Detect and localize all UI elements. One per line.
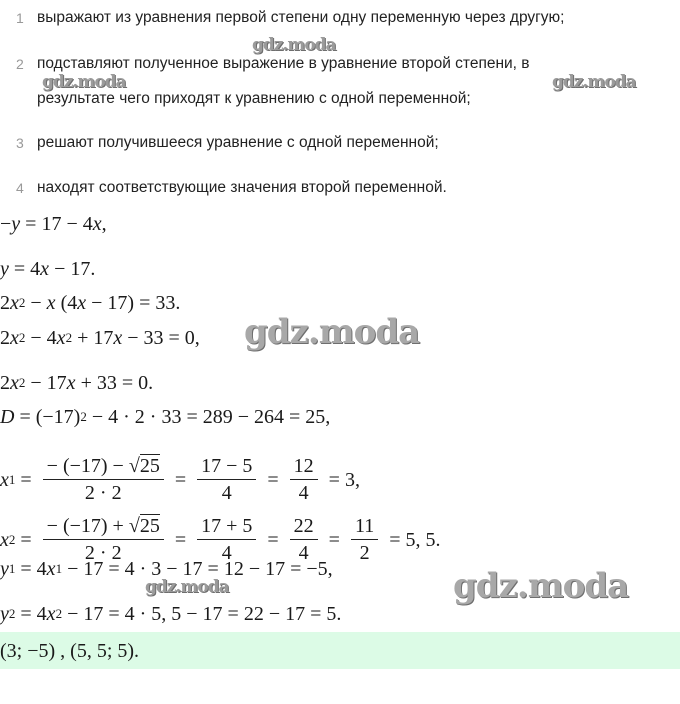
- answer-text: (3; −5) , (5, 5; 5).: [0, 639, 140, 662]
- variable: x: [46, 291, 56, 314]
- math-text: −: [0, 212, 12, 235]
- radicand: 25: [139, 515, 160, 537]
- variable: y: [0, 557, 9, 580]
- math-text: − 17: [25, 371, 67, 394]
- step-number: 4: [16, 180, 24, 196]
- numerator: [43, 514, 164, 540]
- variable: x: [56, 326, 66, 349]
- numerator-text: − (−17) +: [46, 515, 129, 537]
- math-text: =: [262, 528, 284, 551]
- math-text: = 17 − 4: [20, 212, 93, 235]
- math-text: =: [15, 468, 37, 491]
- variable: x: [46, 557, 56, 580]
- step-text: решают получившееся уравнение с одной переменной;: [37, 134, 439, 151]
- numerator-text: 17 − 5: [201, 455, 253, 477]
- denominator: 4: [298, 482, 309, 504]
- math-text: − 4: [25, 326, 57, 349]
- math-line: y 2 = 4 x 2 − 17 = 4 · 5, 5 − 17 = 22 − 17 = 5.: [0, 602, 342, 625]
- denominator: 4: [298, 542, 309, 564]
- watermark: gdz.moda: [42, 72, 126, 92]
- math-text: 2: [0, 326, 10, 349]
- math-text: =: [169, 528, 192, 551]
- math-text: = 5, 5.: [384, 528, 441, 551]
- math-text: 2: [0, 371, 10, 394]
- math-text: = 4: [15, 602, 47, 625]
- variable: x: [77, 291, 87, 314]
- math-line: [0, 210, 107, 238]
- fraction: [43, 454, 164, 506]
- math-text: ,: [101, 212, 107, 235]
- variable: x: [0, 528, 9, 551]
- step-text: выражают из уравнения первой степени одну переменную через другую;: [37, 9, 565, 26]
- math-text: = 3,: [323, 468, 360, 491]
- denominator: 4: [221, 542, 232, 564]
- math-text: − 17) = 33.: [86, 291, 181, 314]
- radicand: 25: [139, 455, 160, 477]
- denominator: 2 · 2: [84, 542, 122, 564]
- variable: x: [113, 326, 123, 349]
- variable: x: [66, 371, 76, 394]
- math-line: 2 x 2 − x (4 x − 17) = 33.: [0, 291, 181, 314]
- math-line: [0, 255, 95, 283]
- step-text: подставляют полученное выражение в уравнение второй степени, в: [37, 55, 530, 72]
- math-text: = 4: [8, 257, 41, 280]
- variable: x: [92, 212, 102, 235]
- denominator: 2 · 2: [84, 482, 122, 504]
- square-root: √25: [128, 455, 160, 477]
- math-text: − 17.: [49, 257, 96, 280]
- variable: x: [40, 257, 50, 280]
- variable: D: [0, 405, 15, 428]
- step-number: 1: [16, 10, 24, 26]
- variable: x: [0, 468, 9, 491]
- fraction: [351, 514, 378, 566]
- watermark: gdz.moda: [244, 312, 420, 352]
- variable: x: [10, 371, 19, 394]
- math-line: x 1 = $\frac{- (-17) - √25}{2 \cdot 2}$ = $\frac{17 - 5}{4}$ = $\frac{12}{4}$ = 3,: [0, 455, 360, 504]
- math-text: =: [15, 528, 37, 551]
- math-text: =: [323, 528, 345, 551]
- fraction: [197, 454, 256, 506]
- watermark: gdz.moda: [145, 577, 229, 597]
- variable: y: [11, 212, 21, 235]
- step-number: 2: [16, 56, 24, 72]
- step-number: 3: [16, 135, 24, 151]
- math-line: D = (−17) 2 − 4 · 2 · 33 = 289 − 264 = 25,: [0, 405, 331, 428]
- numerator-text: 11: [354, 515, 375, 537]
- numerator: [290, 454, 318, 480]
- math-text: − 17 = 4 · 5, 5 − 17 = 22 − 17 = 5.: [62, 602, 342, 625]
- math-text: −: [25, 291, 47, 314]
- step-text: результате чего приходят к уравнению с одной переменной;: [37, 90, 471, 107]
- variable: x: [10, 291, 19, 314]
- numerator: [290, 514, 318, 540]
- watermark: gdz.moda: [252, 35, 336, 55]
- math-text: = (−17): [14, 405, 81, 428]
- fraction: [290, 454, 318, 506]
- math-text: − 4 · 2 · 33 = 289 − 264 = 25,: [86, 405, 331, 428]
- step-text: находят соответствующие значения второй переменной.: [37, 179, 447, 196]
- variable: x: [46, 602, 56, 625]
- numerator: [351, 514, 378, 540]
- numerator-text: 12: [293, 455, 314, 477]
- numerator: [43, 454, 164, 480]
- math-text: 2: [0, 291, 10, 314]
- math-text: = 4: [15, 557, 47, 580]
- denominator: 4: [221, 482, 232, 504]
- variable: y: [0, 602, 9, 625]
- math-text: =: [169, 468, 192, 491]
- math-text: (4: [55, 291, 78, 314]
- math-text: + 33 = 0.: [75, 371, 154, 394]
- math-line: x 2 = $\frac{- (-17) + √25}{2 \cdot 2}$ = $\frac{17 + 5}{4}$ = $\frac{22}{4}$ = $\frac{11}{2}$ = 5, 5.: [0, 515, 441, 564]
- numerator-text: 22: [293, 515, 314, 537]
- math-line: 2 x 2 − 17 x + 33 = 0.: [0, 371, 154, 394]
- numerator: [197, 514, 256, 540]
- numerator-text: 17 + 5: [201, 515, 253, 537]
- numerator: [197, 454, 256, 480]
- variable: y: [0, 257, 9, 280]
- answer-highlight: [0, 632, 680, 669]
- math-line: 2 x 2 − 4 x 2 + 17 x − 33 = 0,: [0, 326, 200, 349]
- math-text: + 17: [72, 326, 114, 349]
- math-text: − 17 = 4 · 3 − 17 = 12 − 17 = −5,: [62, 557, 333, 580]
- variable: x: [10, 326, 19, 349]
- math-text: − 33 = 0,: [122, 326, 200, 349]
- denominator: 2: [359, 542, 370, 564]
- square-root: √25: [128, 515, 160, 537]
- watermark: gdz.moda: [453, 566, 629, 606]
- math-line: y 1 = 4 x 1 − 17 = 4 · 3 − 17 = 12 − 17 = −5,: [0, 557, 333, 580]
- watermark: gdz.moda: [552, 72, 636, 92]
- numerator-text: − (−17) −: [46, 455, 129, 477]
- math-text: =: [262, 468, 284, 491]
